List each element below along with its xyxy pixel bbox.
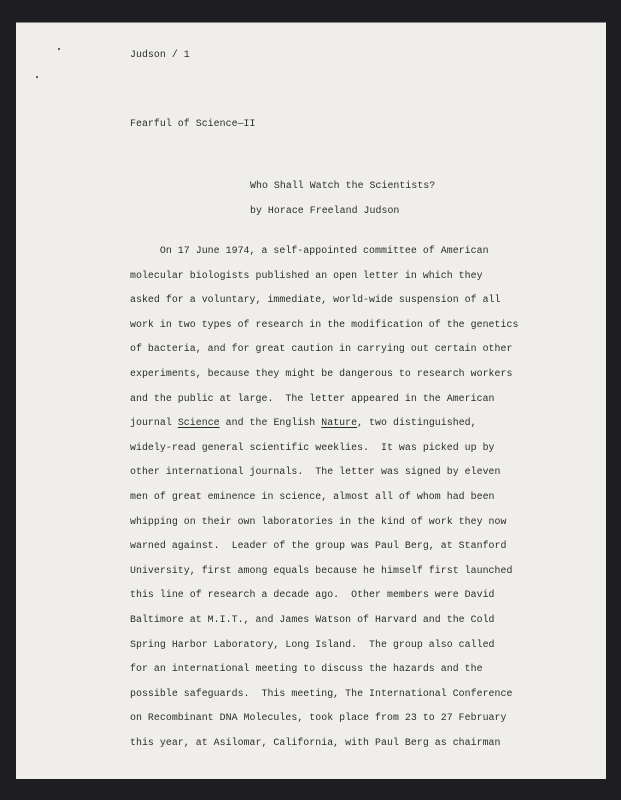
body-line: Baltimore at M.I.T., and James Watson of Harvard and the Cold (130, 614, 495, 625)
body-line: molecular biologists published an open letter in which they (130, 269, 483, 281)
body-text-segment: journal (130, 417, 178, 429)
article-title: Who Shall Watch the Scientists? (250, 180, 436, 191)
body-line: of bacteria, and for great caution in carrying out certain other (130, 343, 513, 355)
body-line (130, 417, 477, 428)
underlined-journal-name: Science (177, 417, 220, 429)
body-line: work in two types of research in the modification of the genetics (130, 318, 519, 330)
body-line: for an international meeting to discuss the hazards and the (130, 663, 483, 675)
scan-speck (58, 48, 60, 50)
page-header: Judson / 1 (130, 49, 190, 60)
body-text-segment: , two distinguished, (357, 417, 477, 429)
body-line: asked for a voluntary, immediate, world-wide suspension of all (130, 294, 501, 306)
body-line: on Recombinant DNA Molecules, took place from 23 to 27 February (130, 712, 507, 724)
body-line: this year, at Asilomar, California, with Paul Berg as chairman (130, 737, 501, 748)
byline: by Horace Freeland Judson (250, 205, 400, 216)
body-line: widely-read general scientific weeklies. It was picked up by (130, 441, 495, 453)
body-line: experiments, because they might be dangerous to research workers (130, 368, 513, 379)
body-line: possible safeguards. This meeting, The International Conference (130, 687, 513, 699)
body-text-segment: and the English (219, 417, 322, 429)
series-title: Fearful of Science—II (130, 118, 256, 129)
body-line: whipping on their own laboratories in the kind of work they now (130, 515, 507, 527)
body-line: other international journals. The letter was signed by eleven (130, 466, 501, 478)
document-page (16, 22, 606, 779)
body-line: men of great eminence in science, almost all of whom had been (130, 491, 495, 502)
body-line: and the public at large. The letter appeared in the American (130, 392, 495, 404)
body-line: warned against. Leader of the group was Paul Berg, at Stanford (130, 540, 507, 552)
body-line: this line of research a decade ago. Other members were David (130, 589, 495, 601)
body-line: Spring Harbor Laboratory, Long Island. The group also called (130, 638, 495, 650)
underlined-journal-name: Nature (321, 417, 358, 429)
body-line: On 17 June 1974, a self-appointed committee of American (130, 245, 489, 256)
scan-speck (36, 76, 38, 78)
body-line: University, first among equals because he himself first launched (130, 564, 513, 576)
